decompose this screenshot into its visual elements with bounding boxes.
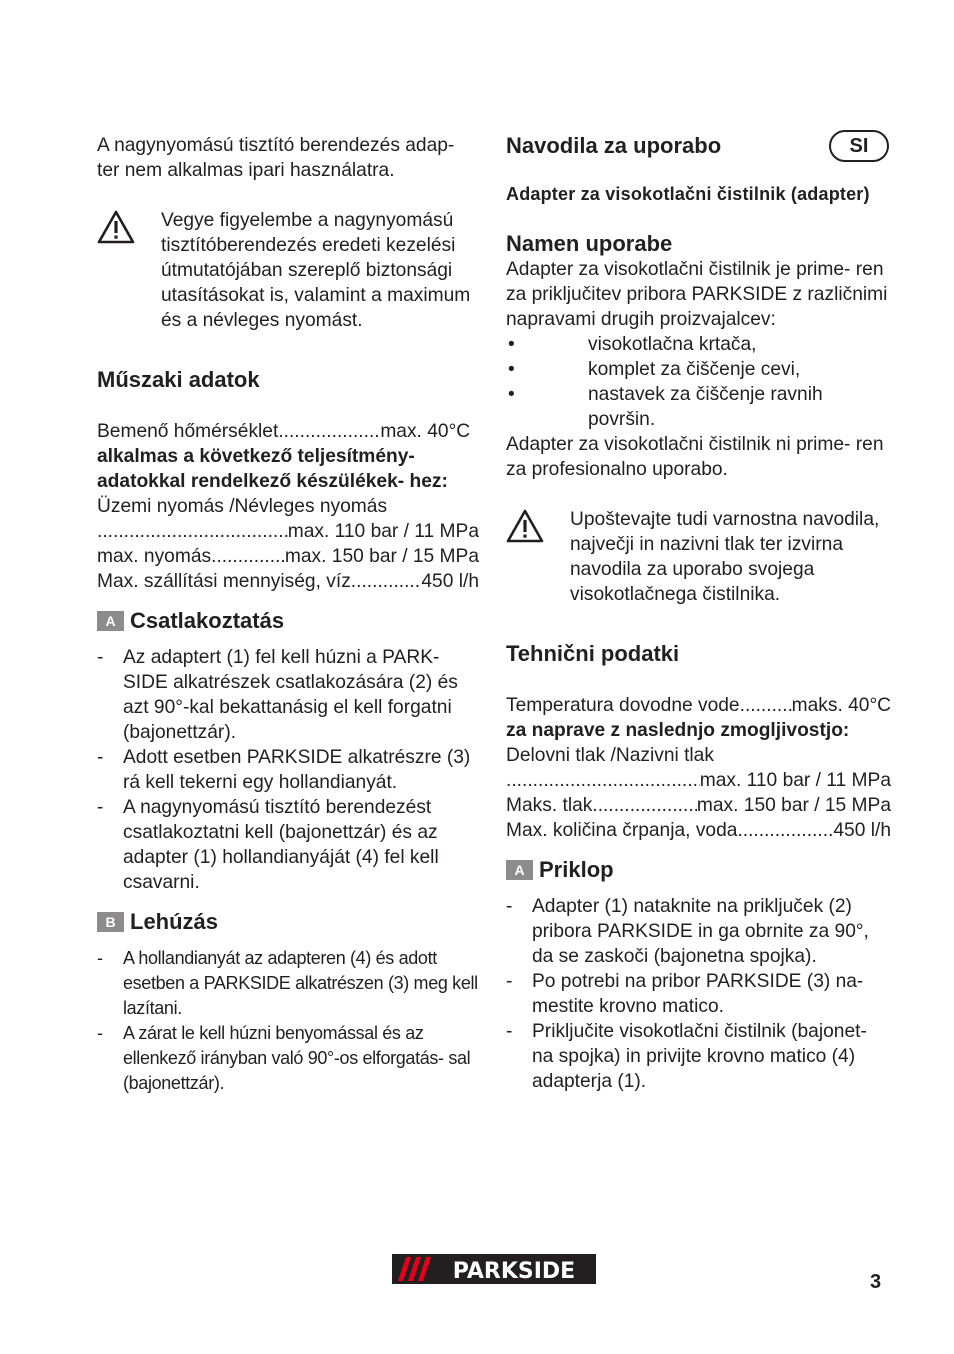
spec-row-pressure (506, 768, 891, 793)
dot-leader (737, 818, 833, 843)
spec-value: max. 110 bar / 11 MPa (287, 521, 479, 542)
section-heading-b (97, 909, 479, 935)
list-item: - A hollandianyát az adapteren (4) és adott esetben a PARKSIDE alkatrészen (3) meg kell lazítani. (97, 946, 479, 1021)
list-item: - Adapter (1) nataknite na priključek (2) pribora PARKSIDE in ga obrnite za 90°, da se zaskoči (bajonetna spojka). (506, 894, 891, 969)
section-title: Csatlakoztatás (130, 608, 285, 633)
dot-leader (740, 693, 792, 718)
list-item: • komplet za čiščenje cevi, (506, 357, 891, 382)
section-title: Lehúzás (130, 909, 219, 934)
spec-value: max. 150 bar / 15 MPa (284, 546, 479, 567)
list-item: • visokotlačna krtača, (506, 332, 891, 357)
connect-steps (506, 894, 891, 1094)
section-heading-tech: Tehnični podatki (506, 641, 680, 666)
spec-label-pressure: Üzemi nyomás /Névleges nyomás (97, 496, 388, 517)
list-item: - Az adaptert (1) fel kell húzni a PARK- SIDE alkatrészek csatlakozására (2) és azt 90°-kal bekattanásig el kell forgatni (bajonettzár). (97, 645, 479, 745)
spec-label: Maks. tlak (506, 795, 593, 816)
dot-leader (592, 793, 697, 818)
spec-value: max. 150 bar / 15 MPa (696, 795, 891, 816)
list-item: - Adott esetben PARKSIDE alkatrészre (3) rá kell tekerni egy hollandianyát. (97, 745, 479, 795)
dot-leader (351, 569, 422, 594)
spec-row-flow (506, 818, 891, 843)
warning-icon (506, 507, 570, 550)
spec-list (97, 419, 479, 594)
spec-label: Temperatura dovodne vode (506, 695, 740, 716)
list-item: • nastavek za čiščenje ravnih površin. (506, 382, 891, 432)
warning-text: Vegye figyelembe a nagynyomású tisztítóberendezés eredeti kezelési útmutatójában szereplő biztonsági utasításokat is, valamint a maximum és a névleges nyomást. (161, 210, 471, 331)
list-item: - Priključite visokotlačni čistilnik (bajonet- na spojka) in privijte krovno matico (4) adapterja (1). (506, 1019, 891, 1094)
page-number: 3 (870, 1271, 882, 1293)
section-badge: B (97, 912, 124, 932)
warning-text: Upoštevajte tudi varnostna navodila, največji in nazivni tlak ter izvirna navodila za uporabo svojega visokotlačnega čistilnika. (570, 509, 880, 605)
section-badge: A (506, 860, 533, 880)
list-item: - Po potrebi na pribor PARKSIDE (3) na- mestite krovno matico. (506, 969, 891, 1019)
suitable-heading: za naprave z naslednjo zmogljivostjo: (506, 720, 850, 741)
language-badge: SI (829, 130, 889, 162)
left-column (97, 133, 479, 1096)
dot-leader (506, 768, 700, 793)
spec-value: maks. 40°C (791, 695, 891, 716)
warning-icon (97, 208, 161, 251)
section-badge: A (97, 611, 124, 631)
logo-text: PARKSIDE (452, 1259, 576, 1284)
spec-label-pressure: Delovni tlak /Nazivni tlak (506, 745, 714, 766)
spec-row-flow (97, 569, 479, 594)
spec-value: max. 40°C (380, 421, 471, 442)
spec-list (506, 693, 891, 843)
spec-row-max-pressure (97, 544, 479, 569)
section-heading-purpose: Namen uporabe (506, 231, 673, 256)
not-professional-text: Adapter za visokotlačni čistilnik ni prime- ren za profesionalno uporabo. (506, 434, 884, 480)
intro-text: A nagynyomású tisztító berendezés adap- ter nem alkalmas ipari használatra. (97, 135, 455, 181)
section-title: Priklop (539, 857, 614, 882)
purpose-list (506, 332, 891, 432)
parkside-logo (390, 1252, 598, 1286)
suitable-heading: alkalmas a következő teljesítmény- adatokkal rendelkező készülékek- hez: (97, 446, 448, 492)
page-title: Navodila za uporabo (506, 133, 722, 158)
section-heading-a (506, 857, 891, 883)
warning-block (506, 507, 891, 607)
connect-steps (97, 645, 479, 895)
product-title: Adapter za visokotlačni čistilnik (adapter) (506, 184, 870, 204)
spec-row-max-pressure (506, 793, 891, 818)
spec-row-inlet-temp (506, 693, 891, 718)
section-heading-a (97, 608, 479, 634)
list-item: - A nagynyomású tisztító berendezést csatlakoztatni kell (bajonettzár) és az adapter (1) hollandianyáját (4) fel kell csavarni. (97, 795, 479, 895)
section-heading-tech: Műszaki adatok (97, 367, 260, 392)
remove-steps (97, 946, 479, 1096)
spec-row-inlet-temp (97, 419, 479, 444)
purpose-text: Adapter za visokotlačni čistilnik je prime- ren za priključitev pribora PARKSIDE z različnimi napravami drugih proizvajalcev: (506, 259, 888, 330)
spec-value: 450 l/h (833, 820, 891, 841)
spec-value: 450 l/h (421, 571, 479, 592)
spec-label: Bemenő hőmérséklet (97, 421, 279, 442)
dot-leader (278, 419, 380, 444)
dot-leader (97, 519, 288, 544)
spec-row-pressure (97, 519, 479, 544)
warning-block (97, 208, 479, 333)
spec-label: max. nyomás (97, 546, 212, 567)
spec-value: max. 110 bar / 11 MPa (699, 770, 891, 791)
right-column (506, 133, 891, 1094)
list-item: - A zárat le kell húzni benyomással és az ellenkező irányban való 90°-os elforgatás- sal (bajonettzár). (97, 1021, 479, 1096)
spec-label: Max. szállítási mennyiség, víz (97, 571, 351, 592)
dot-leader (211, 544, 285, 569)
spec-label: Max. količina črpanja, voda (506, 820, 738, 841)
